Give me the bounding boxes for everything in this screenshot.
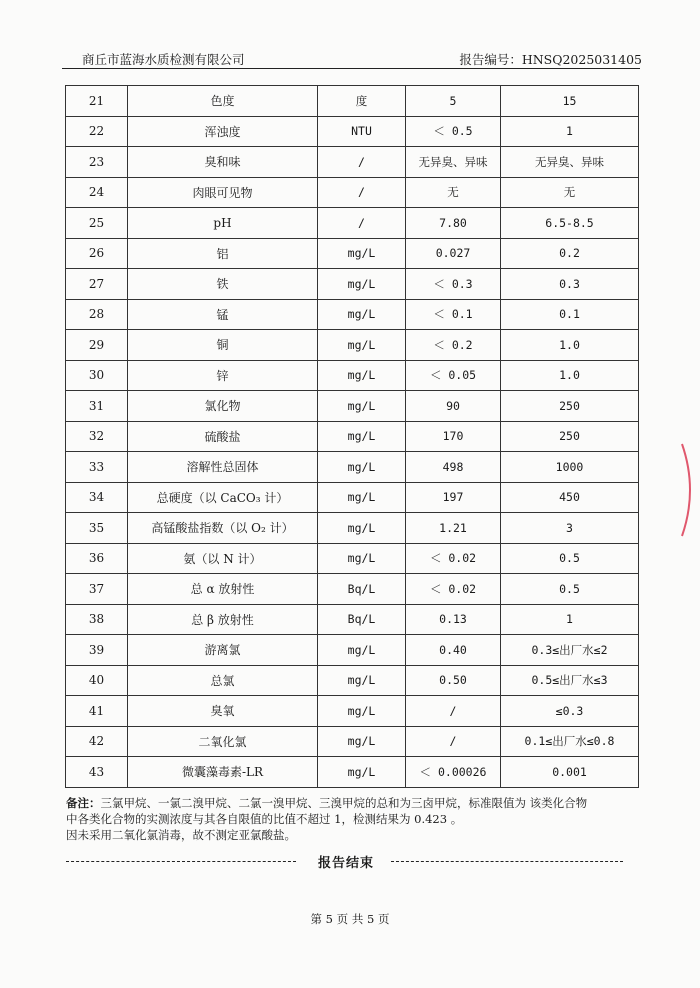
remarks-line-3: 因未采用二氧化氯消毒，故不测定亚氯酸盐。	[66, 828, 296, 842]
table-row	[66, 665, 639, 696]
cell-row-number: 43	[66, 757, 128, 788]
cell-row-number: 38	[66, 604, 128, 635]
cell-result: ＜ 0.02	[406, 543, 501, 574]
cell-result: ＜ 0.5	[406, 116, 501, 147]
cell-limit: 0.5	[501, 543, 639, 574]
table-row	[66, 635, 639, 666]
cell-test-item: 总 α 放射性	[128, 574, 318, 605]
page-header	[82, 50, 642, 68]
cell-result: 90	[406, 391, 501, 422]
cell-unit: mg/L	[318, 452, 406, 483]
cell-limit: 250	[501, 391, 639, 422]
cell-limit: 0.2	[501, 238, 639, 269]
cell-unit: mg/L	[318, 299, 406, 330]
cell-limit: 1.0	[501, 330, 639, 361]
cell-limit: 15	[501, 86, 639, 117]
cell-limit: 250	[501, 421, 639, 452]
cell-test-item: 锰	[128, 299, 318, 330]
cell-unit: mg/L	[318, 482, 406, 513]
cell-test-item: 肉眼可见物	[128, 177, 318, 208]
cell-result: ＜ 0.05	[406, 360, 501, 391]
cell-row-number: 34	[66, 482, 128, 513]
cell-row-number: 23	[66, 147, 128, 178]
table-row	[66, 116, 639, 147]
cell-row-number: 41	[66, 696, 128, 727]
table-row	[66, 421, 639, 452]
cell-row-number: 31	[66, 391, 128, 422]
table-row	[66, 604, 639, 635]
cell-row-number: 35	[66, 513, 128, 544]
end-dash-right	[391, 861, 623, 862]
table-row	[66, 208, 639, 239]
cell-result: 0.13	[406, 604, 501, 635]
cell-result: 197	[406, 482, 501, 513]
table-row	[66, 238, 639, 269]
cell-row-number: 33	[66, 452, 128, 483]
cell-test-item: pH	[128, 208, 318, 239]
cell-limit: 无	[501, 177, 639, 208]
cell-limit: 1000	[501, 452, 639, 483]
cell-row-number: 26	[66, 238, 128, 269]
cell-unit: mg/L	[318, 696, 406, 727]
cell-test-item: 溶解性总固体	[128, 452, 318, 483]
cell-unit: /	[318, 208, 406, 239]
cell-test-item: 臭氧	[128, 696, 318, 727]
cell-result: ＜ 0.1	[406, 299, 501, 330]
red-stamp-edge	[676, 440, 700, 540]
report-number: 报告编号：HNSQ2025031405	[459, 52, 642, 67]
table-row	[66, 86, 639, 117]
cell-test-item: 浑浊度	[128, 116, 318, 147]
cell-row-number: 28	[66, 299, 128, 330]
cell-row-number: 37	[66, 574, 128, 605]
cell-test-item: 铜	[128, 330, 318, 361]
table-row	[66, 391, 639, 422]
cell-limit: 1	[501, 116, 639, 147]
end-dash-left	[66, 861, 296, 862]
cell-result: 1.21	[406, 513, 501, 544]
cell-result: 0.50	[406, 665, 501, 696]
cell-unit: Bq/L	[318, 604, 406, 635]
cell-result: ＜ 0.02	[406, 574, 501, 605]
cell-unit: /	[318, 177, 406, 208]
cell-unit: mg/L	[318, 757, 406, 788]
table-row	[66, 574, 639, 605]
report-end-text: 报告结束	[318, 856, 375, 871]
cell-limit: 0.5	[501, 574, 639, 605]
cell-unit: /	[318, 147, 406, 178]
cell-unit: Bq/L	[318, 574, 406, 605]
cell-result: 无	[406, 177, 501, 208]
table-row	[66, 299, 639, 330]
results-table-body	[66, 86, 639, 788]
cell-limit: 3	[501, 513, 639, 544]
table-row	[66, 177, 639, 208]
cell-result: /	[406, 726, 501, 757]
cell-unit: mg/L	[318, 513, 406, 544]
cell-test-item: 总 β 放射性	[128, 604, 318, 635]
cell-result: 498	[406, 452, 501, 483]
table-row	[66, 330, 639, 361]
cell-unit: mg/L	[318, 238, 406, 269]
cell-result: 0.40	[406, 635, 501, 666]
cell-row-number: 39	[66, 635, 128, 666]
cell-limit: 0.3≤出厂水≤2	[501, 635, 639, 666]
cell-row-number: 24	[66, 177, 128, 208]
table-row	[66, 757, 639, 788]
cell-unit: mg/L	[318, 665, 406, 696]
table-row	[66, 147, 639, 178]
cell-result: ＜ 0.3	[406, 269, 501, 300]
table-row	[66, 726, 639, 757]
cell-unit: mg/L	[318, 421, 406, 452]
cell-limit: ≤0.3	[501, 696, 639, 727]
table-row	[66, 482, 639, 513]
results-table	[65, 85, 639, 788]
cell-limit: 0.1≤出厂水≤0.8	[501, 726, 639, 757]
cell-unit: 度	[318, 86, 406, 117]
table-row	[66, 360, 639, 391]
cell-test-item: 微囊藻毒素-LR	[128, 757, 318, 788]
table-row	[66, 543, 639, 574]
remarks-line-1	[66, 795, 646, 811]
company-name: 商丘市蓝海水质检测有限公司	[82, 52, 245, 67]
remarks-label: 备注：	[66, 796, 101, 810]
cell-unit: mg/L	[318, 635, 406, 666]
cell-result: ＜ 0.00026	[406, 757, 501, 788]
cell-row-number: 27	[66, 269, 128, 300]
cell-limit: 0.3	[501, 269, 639, 300]
cell-unit: mg/L	[318, 543, 406, 574]
report-end-line	[66, 852, 626, 871]
remarks-text-1: 三氯甲烷、一氯二溴甲烷、二氯一溴甲烷、三溴甲烷的总和为三卤甲烷，标准限值为 该类化合物	[100, 796, 588, 810]
cell-limit: 6.5-8.5	[501, 208, 639, 239]
cell-limit: 1	[501, 604, 639, 635]
cell-result: ＜ 0.2	[406, 330, 501, 361]
cell-result: 0.027	[406, 238, 501, 269]
cell-unit: mg/L	[318, 269, 406, 300]
header-divider	[62, 68, 640, 69]
cell-row-number: 42	[66, 726, 128, 757]
remarks-block	[66, 795, 646, 843]
cell-row-number: 32	[66, 421, 128, 452]
remarks-line-2: 中各类化合物的实测浓度与其各自限值的比值不超过 1，检测结果为 0.423 。	[66, 812, 463, 826]
cell-test-item: 高锰酸盐指数（以 O₂ 计）	[128, 513, 318, 544]
cell-result: 170	[406, 421, 501, 452]
cell-test-item: 二氧化氯	[128, 726, 318, 757]
cell-result: 5	[406, 86, 501, 117]
cell-row-number: 36	[66, 543, 128, 574]
cell-unit: mg/L	[318, 360, 406, 391]
page-number: 第 5 页 共 5 页	[310, 912, 390, 926]
cell-unit: mg/L	[318, 330, 406, 361]
cell-test-item: 铁	[128, 269, 318, 300]
cell-limit: 0.5≤出厂水≤3	[501, 665, 639, 696]
cell-test-item: 色度	[128, 86, 318, 117]
cell-result: 无异臭、异味	[406, 147, 501, 178]
cell-limit: 0.001	[501, 757, 639, 788]
cell-test-item: 铝	[128, 238, 318, 269]
table-row	[66, 452, 639, 483]
cell-row-number: 40	[66, 665, 128, 696]
table-row	[66, 269, 639, 300]
cell-unit: mg/L	[318, 391, 406, 422]
cell-row-number: 22	[66, 116, 128, 147]
cell-test-item: 氨（以 N 计）	[128, 543, 318, 574]
cell-unit: NTU	[318, 116, 406, 147]
cell-test-item: 硫酸盐	[128, 421, 318, 452]
cell-test-item: 总硬度（以 CaCO₃ 计）	[128, 482, 318, 513]
table-row	[66, 696, 639, 727]
table-row	[66, 513, 639, 544]
cell-limit: 0.1	[501, 299, 639, 330]
cell-row-number: 29	[66, 330, 128, 361]
cell-row-number: 21	[66, 86, 128, 117]
cell-test-item: 游离氯	[128, 635, 318, 666]
cell-limit: 450	[501, 482, 639, 513]
cell-row-number: 25	[66, 208, 128, 239]
cell-test-item: 氯化物	[128, 391, 318, 422]
cell-limit: 1.0	[501, 360, 639, 391]
cell-result: /	[406, 696, 501, 727]
cell-unit: mg/L	[318, 726, 406, 757]
cell-limit: 无异臭、异味	[501, 147, 639, 178]
cell-result: 7.80	[406, 208, 501, 239]
cell-test-item: 臭和味	[128, 147, 318, 178]
cell-row-number: 30	[66, 360, 128, 391]
cell-test-item: 锌	[128, 360, 318, 391]
cell-test-item: 总氯	[128, 665, 318, 696]
